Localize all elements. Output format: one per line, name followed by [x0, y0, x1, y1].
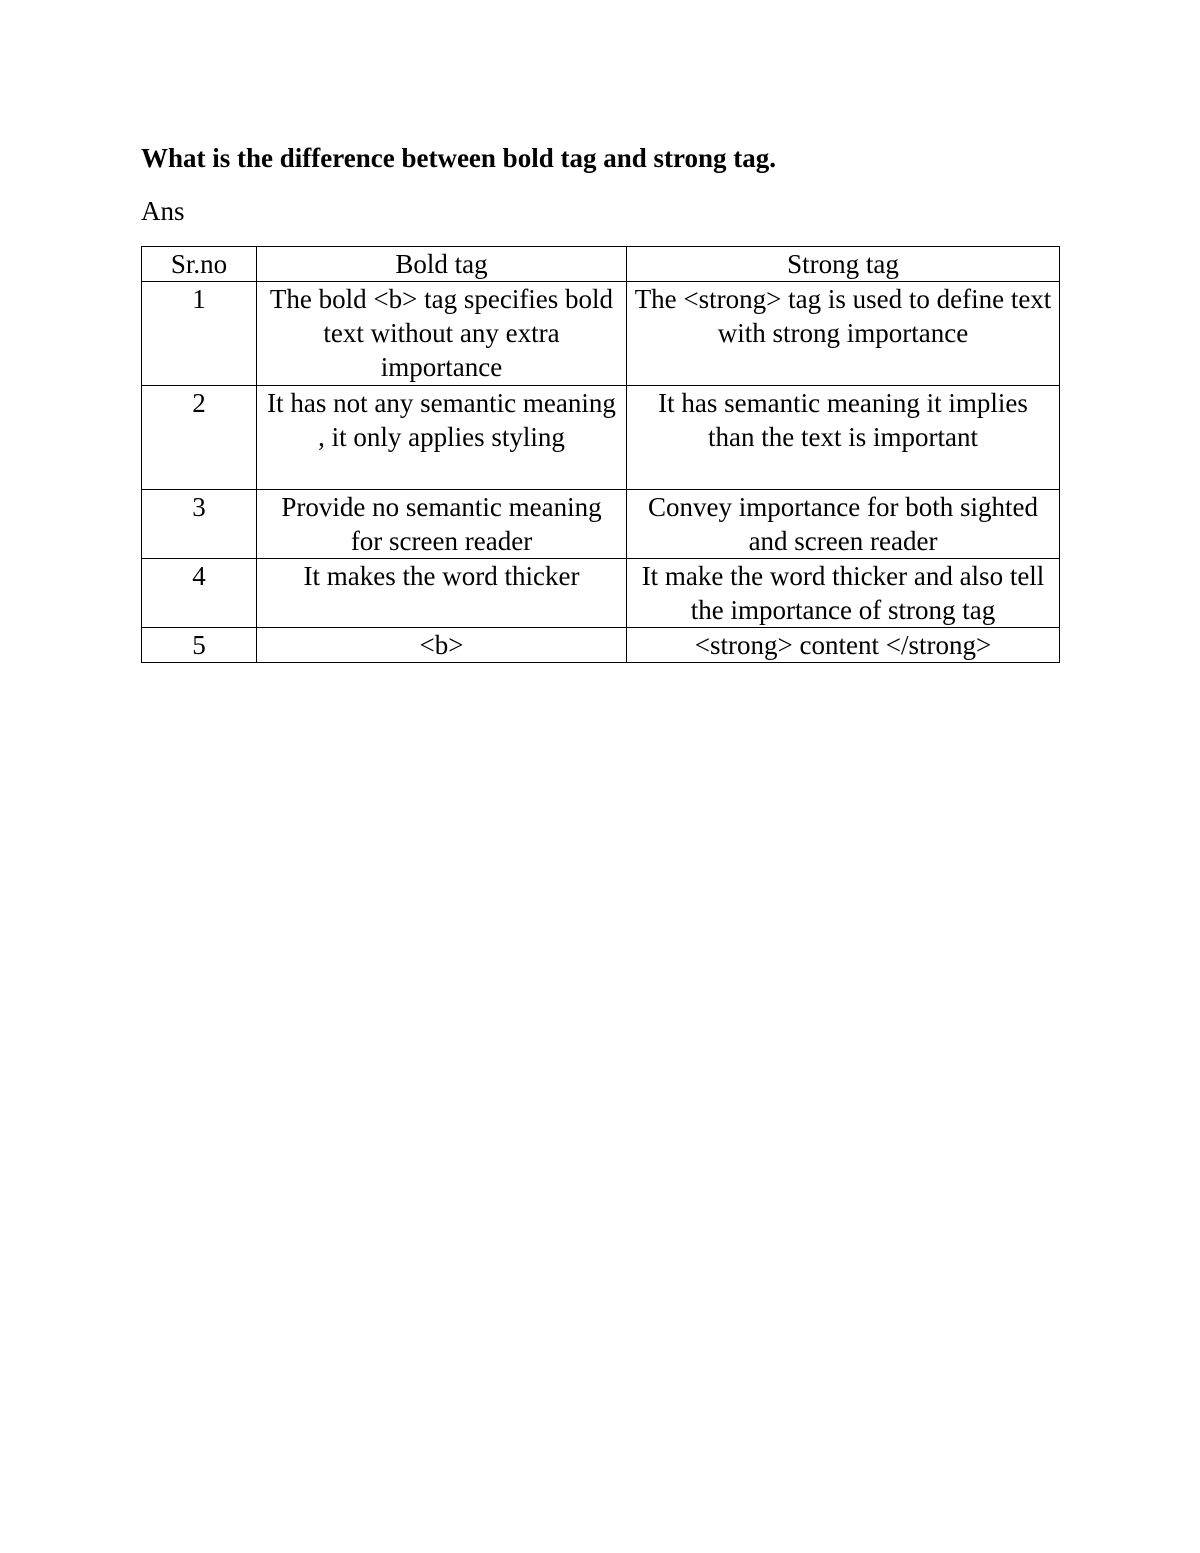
cell-bold-tag: The bold <b> tag specifies bold text without any extra importance — [257, 282, 627, 386]
table-header-row — [142, 247, 1060, 282]
header-bold-tag: Bold tag — [257, 247, 627, 282]
cell-bold-tag: It has not any semantic meaning , it only applies styling — [257, 386, 627, 490]
cell-strong-tag: The <strong> tag is used to define text with strong importance — [627, 282, 1060, 386]
table-row — [142, 490, 1060, 559]
answer-label: Ans — [141, 196, 185, 226]
table-row — [142, 282, 1060, 386]
cell-bold-tag: <b> — [257, 628, 627, 663]
cell-srno: 4 — [142, 559, 257, 628]
cell-bold-tag: It makes the word thicker — [257, 559, 627, 628]
cell-bold-tag: Provide no semantic meaning for screen reader — [257, 490, 627, 559]
table-row — [142, 628, 1060, 663]
cell-srno: 1 — [142, 282, 257, 386]
cell-srno: 3 — [142, 490, 257, 559]
question-heading: What is the difference between bold tag and strong tag. — [141, 143, 776, 173]
header-strong-tag: Strong tag — [627, 247, 1060, 282]
comparison-table — [141, 246, 1060, 663]
table-row — [142, 559, 1060, 628]
cell-srno: 5 — [142, 628, 257, 663]
cell-strong-tag: It make the word thicker and also tell the importance of strong tag — [627, 559, 1060, 628]
table-row — [142, 386, 1060, 490]
header-srno: Sr.no — [142, 247, 257, 282]
cell-srno: 2 — [142, 386, 257, 490]
cell-strong-tag: It has semantic meaning it implies than the text is important — [627, 386, 1060, 490]
cell-strong-tag: Convey importance for both sighted and screen reader — [627, 490, 1060, 559]
cell-strong-tag: <strong> content </strong> — [627, 628, 1060, 663]
